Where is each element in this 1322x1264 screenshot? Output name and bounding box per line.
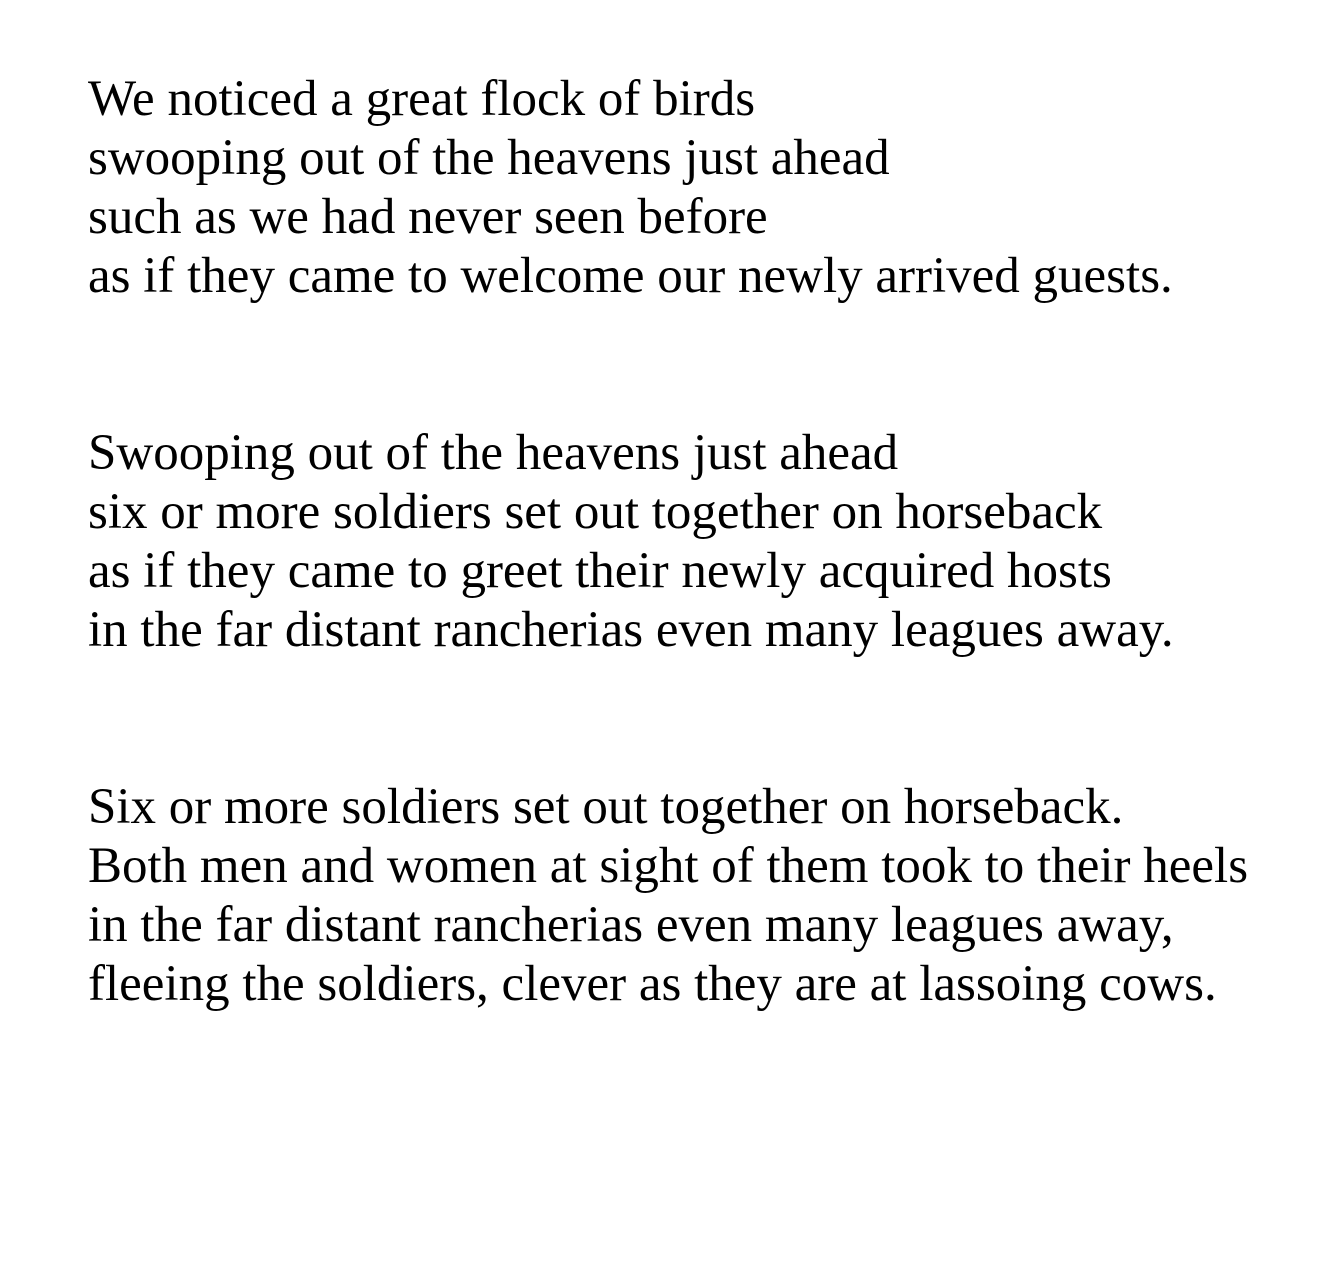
poem-line: as if they came to greet their newly acquired hosts	[88, 543, 1112, 599]
stanza-3	[88, 778, 1320, 1014]
poem-line: six or more soldiers set out together on horseback	[88, 484, 1103, 540]
poem-line: as if they came to welcome our newly arrived guests.	[88, 248, 1173, 304]
poem-line: Swooping out of the heavens just ahead	[88, 425, 899, 481]
poem-line: in the far distant rancherias even many leagues away,	[88, 897, 1174, 953]
poem-line: fleeing the soldiers, clever as they are at lassoing cows.	[88, 956, 1217, 1012]
stanza-1	[88, 70, 1320, 306]
poem-line: such as we had never seen before	[88, 189, 768, 245]
poem-line: swooping out of the heavens just ahead	[88, 130, 890, 186]
poem-line: in the far distant rancherias even many leagues away.	[88, 602, 1174, 658]
poem-line: Both men and women at sight of them took to their heels	[88, 838, 1249, 894]
poem-text	[88, 70, 1320, 1014]
poem-line: We noticed a great flock of birds	[88, 71, 756, 127]
stanza-2	[88, 424, 1320, 660]
poem-line: Six or more soldiers set out together on horseback.	[88, 779, 1124, 835]
